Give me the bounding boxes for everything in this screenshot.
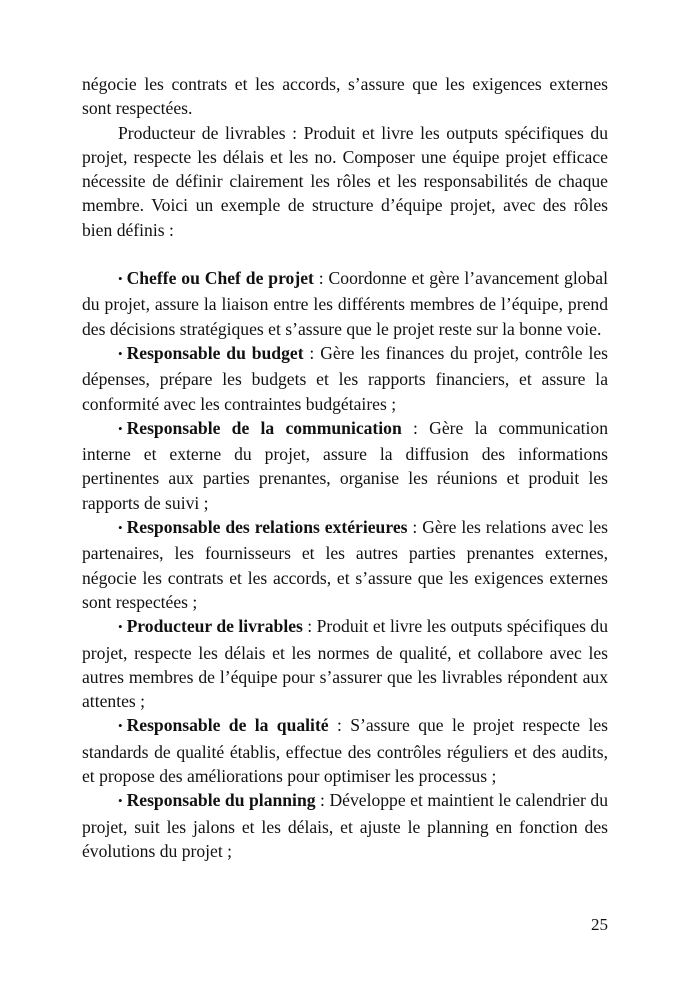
- bullet-icon: •: [118, 619, 123, 635]
- intro-paragraph: Producteur de livrables : Produit et livre les outputs spécifiques du projet, respecte les délais et les no. Composer une équipe projet efficace nécessite de définir clairement les rôles et les responsabilités de chaque membre. Voici un exemple de structure d’équipe projet, avec des rôles bien définis :: [82, 122, 608, 240]
- role-term: Responsable de la qualité: [126, 715, 329, 736]
- role-description: : Produit et livre les outputs spécifiques du projet, respecte les délais et les normes de qualité, et collabore avec les autres membres de l’équipe pour s’assurer que les livrables répondent aux attentes ;: [82, 616, 608, 712]
- bullet-icon: •: [118, 520, 123, 536]
- role-term: Responsable de la communication: [126, 417, 402, 438]
- bullet-icon: •: [118, 420, 123, 436]
- role-description: : Coordonne et gère l’avancement global du projet, assure la liaison entre les différents membres de l’équipe, prend des décisions stratégiques et s’assure que le projet reste sur la bonne voie.: [82, 268, 608, 339]
- role-term: Responsable des relations extérieures: [126, 517, 408, 538]
- paragraph-spacer: [82, 242, 608, 266]
- continuation-paragraph: négocie les contrats et les accords, s’assure que les exigences externes sont respectées.: [82, 74, 608, 119]
- role-item: [82, 788, 608, 863]
- role-description: : Gère les finances du projet, contrôle les dépenses, prépare les budgets et les rapports financiers, et assure la conformité avec les contraintes budgétaires ;: [82, 342, 608, 414]
- role-item: [82, 713, 608, 788]
- role-item: [82, 416, 608, 515]
- role-term: Responsable du planning: [126, 790, 316, 811]
- page-body: [82, 72, 608, 863]
- role-description: : Développe et maintient le calendrier du projet, suit les jalons et les délais, et ajuste le planning en fonction des évolutions du projet ;: [82, 790, 608, 861]
- role-description: : Gère la communication interne et externe du projet, assure la diffusion des informations pertinentes aux parties prenantes, organise les réunions et produit les rapports de suivi ;: [82, 417, 608, 513]
- role-item: [82, 266, 608, 341]
- role-item: [82, 515, 608, 614]
- bullet-icon: •: [118, 718, 123, 734]
- bullet-icon: •: [118, 793, 123, 809]
- role-term: Producteur de livrables: [126, 616, 303, 637]
- role-term: Responsable du budget: [126, 342, 304, 363]
- page-number: 25: [591, 915, 608, 934]
- role-description: : S’assure que le projet respecte les standards de qualité établis, effectue des contrôles réguliers et des audits, et propose des améliorations pour optimiser les processus ;: [82, 715, 608, 787]
- role-term: Cheffe ou Chef de projet: [126, 268, 314, 289]
- bullet-icon: •: [118, 271, 123, 287]
- role-item: [82, 341, 608, 416]
- role-description: : Gère les relations avec les partenaires, les fournisseurs et les autres parties prenantes externes, négocie les contrats et les accords, et s’assure que les exigences externes sont respectées ;: [82, 517, 608, 612]
- bullet-icon: •: [118, 345, 123, 361]
- role-item: [82, 614, 608, 713]
